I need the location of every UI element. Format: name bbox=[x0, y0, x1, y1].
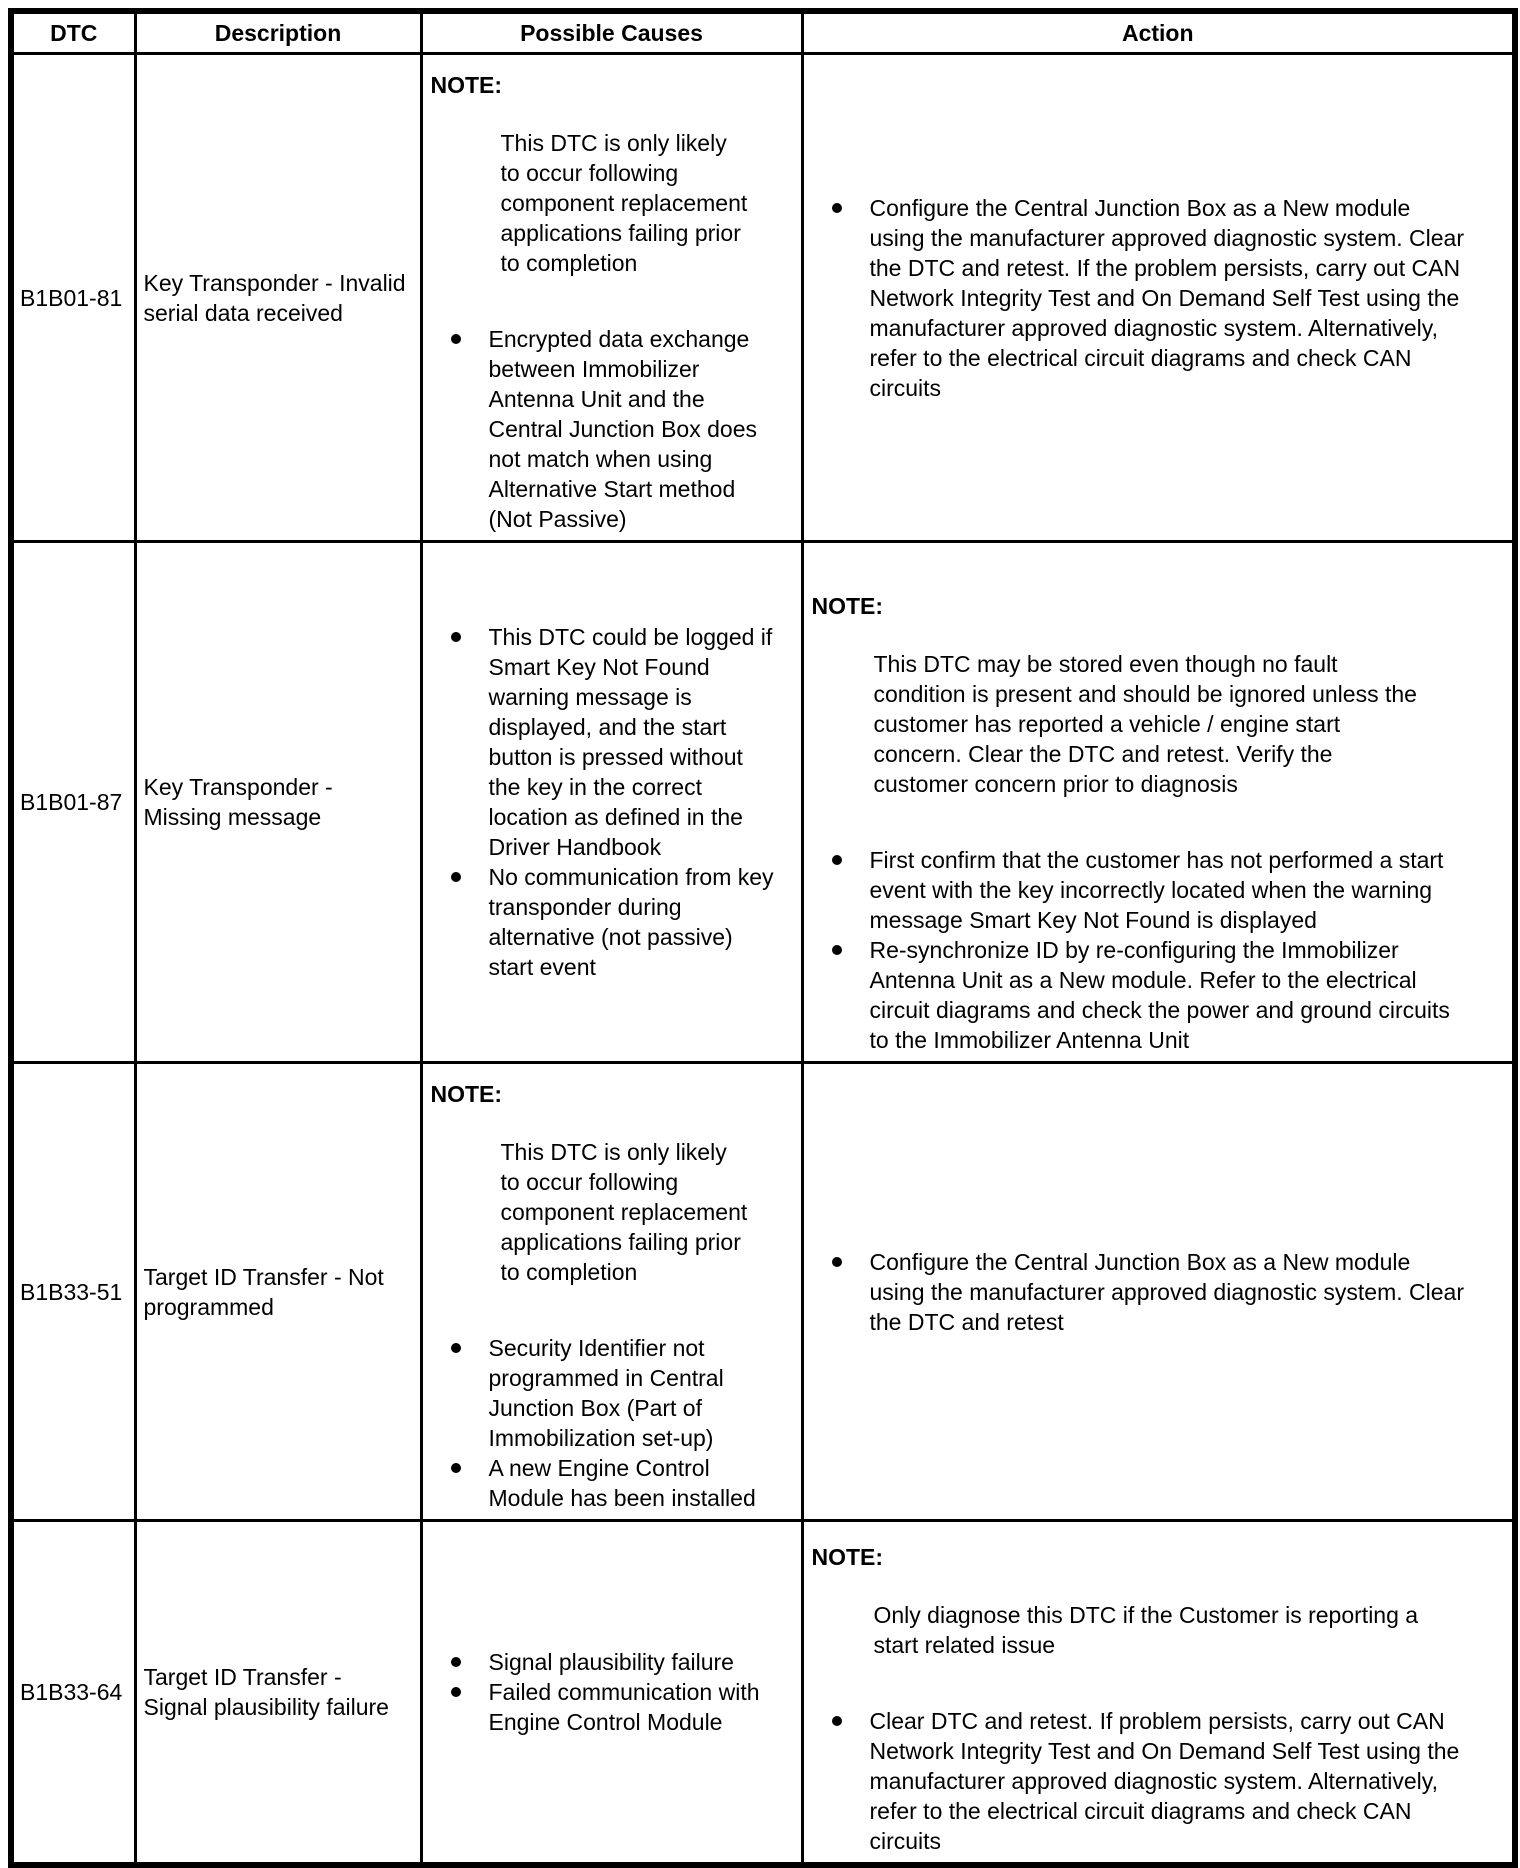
dtc-code: B1B01-87 bbox=[20, 789, 123, 815]
table-row bbox=[11, 54, 1515, 542]
description-cell bbox=[135, 54, 421, 542]
bullet-item bbox=[812, 935, 1513, 1055]
dtc-table bbox=[8, 8, 1518, 1868]
table-row bbox=[11, 1521, 1515, 1866]
dtc-cell bbox=[11, 54, 135, 542]
action-cell bbox=[802, 1521, 1515, 1866]
action-content bbox=[804, 193, 1513, 403]
bullet-text: A new Engine Control Module has been installed bbox=[488, 1455, 756, 1511]
bullet-icon bbox=[832, 203, 842, 213]
bullet-text: Clear DTC and retest. If problem persists, carry out CAN Network Integrity Test and On Demand Self Test using the manufacturer approved diagnostic system. Alternatively, refer to the electrical circuit diagrams and check CAN circuits bbox=[869, 1708, 1460, 1854]
description-cell bbox=[135, 542, 421, 1063]
causes-content bbox=[423, 1064, 801, 1519]
bullet-text: No communication from key transponder during alternative (not passive) start event bbox=[488, 864, 774, 980]
description-cell bbox=[135, 1063, 421, 1521]
description-text: Target ID Transfer - Not programmed bbox=[143, 1263, 384, 1320]
note-paragraph: This DTC is only likely to occur following component replacement applications failing prior to completion bbox=[500, 1139, 748, 1285]
bullet-item bbox=[431, 622, 801, 862]
header-label: Action bbox=[1121, 20, 1194, 46]
bullet-text: Security Identifier not programmed in Central Junction Box (Part of Immobilization set-up) bbox=[488, 1335, 724, 1451]
dtc-code: B1B33-51 bbox=[20, 1278, 123, 1305]
dtc-code: B1B01-81 bbox=[20, 284, 123, 311]
action-content bbox=[804, 543, 1513, 1061]
action-content bbox=[804, 1247, 1513, 1337]
bullet-text: This DTC could be logged if Smart Key Not Found warning message is displayed, and the start button is pressed without the key in the correct location as defined in the Driver Handbook bbox=[488, 624, 773, 860]
causes-cell bbox=[421, 54, 802, 542]
note-label: NOTE: bbox=[811, 1544, 884, 1570]
causes-content bbox=[423, 1647, 801, 1737]
table-row bbox=[11, 1063, 1515, 1521]
header-label: DTC bbox=[50, 20, 98, 46]
description-text: Target ID Transfer - Signal plausibility failure bbox=[143, 1664, 389, 1720]
note-paragraph: This DTC is only likely to occur following component replacement applications failing prior to completion bbox=[500, 130, 748, 276]
action-content bbox=[804, 1522, 1513, 1862]
dtc-cell bbox=[11, 1063, 135, 1521]
description-cell bbox=[135, 1521, 421, 1866]
dtc-cell bbox=[11, 542, 135, 1063]
causes-cell bbox=[421, 542, 802, 1063]
bullet-icon bbox=[451, 1687, 461, 1697]
bullet-icon bbox=[832, 855, 842, 865]
action-cell bbox=[802, 54, 1515, 542]
table-row bbox=[11, 542, 1515, 1063]
bullet-item bbox=[812, 193, 1513, 403]
bullet-text: Failed communication with Engine Control Module bbox=[488, 1679, 760, 1735]
note-paragraph: This DTC may be stored even though no fault condition is present and should be ignored unless the customer has reported a vehicle / engine start concern. Clear the DTC and retest. Verify the customer concern prior to diagnosis bbox=[873, 651, 1417, 797]
bullet-icon bbox=[451, 334, 461, 344]
note-label: NOTE: bbox=[430, 72, 503, 98]
header-cell bbox=[135, 11, 421, 54]
bullet-text: Encrypted data exchange between Immobilizer Antenna Unit and the Central Junction Box does not match when using Alternative Start method (Not Passive) bbox=[488, 326, 757, 532]
bullet-item bbox=[431, 324, 801, 534]
dtc-cell bbox=[11, 1521, 135, 1866]
bullet-icon bbox=[451, 632, 461, 642]
bullet-item bbox=[431, 1677, 801, 1737]
bullet-text: First confirm that the customer has not performed a start event with the key incorrectly located when the warning message Smart Key Not Found is displayed bbox=[869, 847, 1444, 933]
bullet-item bbox=[812, 845, 1513, 935]
bullet-item bbox=[431, 862, 801, 982]
bullet-item bbox=[431, 1647, 801, 1677]
bullet-icon bbox=[832, 1716, 842, 1726]
header-cell bbox=[802, 11, 1515, 54]
header-cell bbox=[11, 11, 135, 54]
description-text: Key Transponder - Invalid serial data received bbox=[143, 269, 406, 326]
causes-cell bbox=[421, 1521, 802, 1866]
table-header-row bbox=[11, 11, 1515, 54]
bullet-icon bbox=[451, 1343, 461, 1353]
bullet-icon bbox=[451, 1463, 461, 1473]
bullet-icon bbox=[832, 945, 842, 955]
bullet-item bbox=[431, 1333, 801, 1453]
bullet-item bbox=[812, 1706, 1513, 1856]
header-cell bbox=[421, 11, 802, 54]
bullet-icon bbox=[451, 872, 461, 882]
bullet-text: Signal plausibility failure bbox=[488, 1649, 734, 1675]
bullet-icon bbox=[451, 1657, 461, 1667]
bullet-icon bbox=[832, 1257, 842, 1267]
description-text: Key Transponder - Missing message bbox=[143, 774, 333, 830]
causes-content bbox=[423, 55, 801, 540]
causes-content bbox=[423, 622, 801, 982]
causes-cell bbox=[421, 1063, 802, 1521]
note-label: NOTE: bbox=[811, 593, 884, 619]
action-cell bbox=[802, 542, 1515, 1063]
dtc-code: B1B33-64 bbox=[20, 1679, 123, 1705]
header-label: Possible Causes bbox=[520, 20, 703, 46]
note-paragraph: Only diagnose this DTC if the Customer is reporting a start related issue bbox=[873, 1602, 1419, 1658]
header-label: Description bbox=[214, 20, 342, 46]
note-label: NOTE: bbox=[430, 1081, 503, 1107]
bullet-text: Configure the Central Junction Box as a New module using the manufacturer approved diagnostic system. Clear the DTC and retest bbox=[869, 1248, 1464, 1335]
bullet-item bbox=[431, 1453, 801, 1513]
bullet-text: Configure the Central Junction Box as a New module using the manufacturer approved diagnostic system. Clear the DTC and retest. If the problem persists, carry out CAN Network Integrity Test and On Demand Self Test using the manufacturer approved diagnostic system. Alternatively, refer to the electrical circuit diagrams and check CAN circuits bbox=[869, 194, 1464, 401]
action-cell bbox=[802, 1063, 1515, 1521]
bullet-text: Re-synchronize ID by re-configuring the Immobilizer Antenna Unit as a New module. Refer to the electrical circuit diagrams and check the power and ground circuits to the Immobilizer Antenna Unit bbox=[869, 937, 1450, 1053]
bullet-item bbox=[812, 1247, 1513, 1337]
